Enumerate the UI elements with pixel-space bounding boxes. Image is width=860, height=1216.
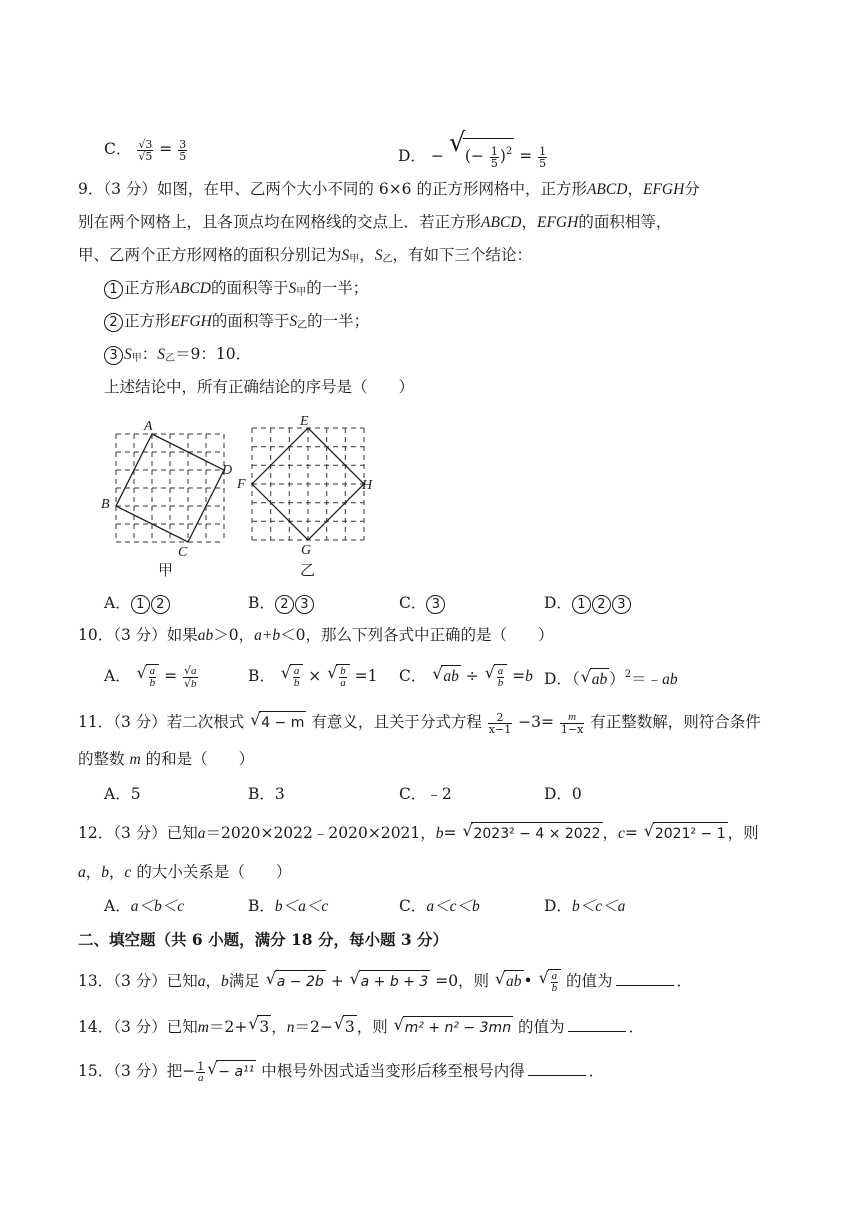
q11-option-d: D．0 bbox=[544, 785, 582, 803]
q8-option-d-sqrt: √ (− $\frac{1}{5}$ )$^2$ bbox=[449, 138, 514, 169]
q12-stem-line2: a，b，c 的大小关系是（ ） bbox=[78, 863, 292, 881]
q9-stem-line2: 别在两个网格上，且各顶点均在网格线的交点上．若正方形ABCD，EFGH的面积相等， bbox=[78, 213, 672, 231]
q13-stem: 13．（3 分）已知a，b满足 √ a − 2b + √ a + b + 3 =0，则 √ ab • √ $\frac{a}{b}$ 的值为 ． bbox=[78, 969, 692, 994]
q12-option-b: B．b＜a＜c bbox=[248, 897, 329, 915]
q12-option-a: A．a＜b＜c bbox=[104, 897, 185, 915]
label-yi: 乙 bbox=[300, 561, 316, 579]
q9-option-b: B． 2 3 bbox=[248, 592, 315, 614]
q11-option-c: C．﹣2 bbox=[399, 785, 452, 803]
q9-option-d: D． 1 2 3 bbox=[544, 592, 632, 614]
grid-jia bbox=[116, 434, 224, 542]
q8-option-c-frac2: $\frac{3}{5}$ bbox=[179, 137, 187, 163]
q8-option-c-label: C． bbox=[104, 140, 132, 158]
q11-stem-line1: 11．（3 分）若二次根式 √ 4 − m 有意义，且关于分式方程 $\frac{2}{x-1}$ −3= $\frac{m}{1-x}$ 有正整数解，则符合条件 bbox=[78, 711, 761, 735]
q9-option-c: C． 3 bbox=[399, 592, 446, 614]
vertex-e-label: E bbox=[300, 414, 309, 429]
circled-number: 3 bbox=[104, 346, 123, 365]
q14-stem: 14．（3 分）已知m＝2+√ 3 ，n＝2−√ 3 ，则 √ m² + n² − 3mn 的值为 ． bbox=[78, 1015, 644, 1039]
q9-conclusion-3: 3 $S_甲$：$S_乙=9$：10． bbox=[104, 343, 251, 370]
q8-option-c-frac1: $\frac{√3}{√5}$ bbox=[138, 137, 153, 163]
vertex-f-label: F bbox=[237, 477, 246, 492]
q9-option-a: A． 1 2 bbox=[104, 592, 171, 614]
vertex-c-label: C bbox=[178, 545, 188, 560]
q12-option-c: C．a＜c＜b bbox=[399, 897, 480, 915]
q10-option-a: A． √ $\frac{a}{b}$ = $\frac{√a}{√b}$ bbox=[104, 664, 199, 690]
circled-number: 2 bbox=[104, 313, 123, 332]
q10-stem: 10．（3 分）如果ab＞0，a+b＜0，那么下列各式中正确的是（ ） bbox=[78, 626, 554, 644]
q8-option-d: D． − √ (− $\frac{1}{5}$ )$^2$ = $\frac{1}{5}$ bbox=[398, 138, 548, 169]
q9-question: 上述结论中，所有正确结论的序号是（ ） bbox=[104, 378, 415, 396]
label-jia: 甲 bbox=[158, 561, 174, 579]
q9-grid-figure bbox=[98, 412, 378, 582]
q12-stem-line1: 12．（3 分）已知a＝2020×2022﹣2020×2021，b= √ 2023² − 4 × 2022 ，c= √ 2021² − 1 ，则 bbox=[78, 822, 759, 845]
q14-answer-blank[interactable] bbox=[568, 1017, 626, 1032]
q8-option-c: C． $\frac{√3}{√5}$ = $\frac{3}{5}$ bbox=[104, 137, 187, 163]
q11-option-a: A．5 bbox=[104, 785, 141, 803]
q11-stem-line2: 的整数 m 的和是（ ） bbox=[78, 750, 255, 768]
vertex-b-label: B bbox=[101, 497, 110, 512]
q13-answer-blank[interactable] bbox=[616, 971, 674, 986]
q15-stem: 15．（3 分）把− $\frac{1}{a}$ √ − a¹¹ 中根号外因式适当变形后移至根号内得 ． bbox=[78, 1060, 604, 1084]
q9-conclusion-1: 1 正方形ABCD的面积等于$S_甲$的一半； bbox=[104, 277, 368, 304]
q12-option-d: D．b＜c＜a bbox=[544, 897, 626, 915]
vertex-h-label: H bbox=[362, 478, 373, 493]
q10-option-d: D．（√ ab ）$^2$＝﹣ab bbox=[544, 664, 678, 691]
grid-yi bbox=[252, 428, 364, 540]
q15-answer-blank[interactable] bbox=[528, 1061, 586, 1076]
q9-stem-line1: 9．（3 分）如图，在甲、乙两个大小不同的 6×6 的正方形网格中，正方形ABCD，EFGH分 bbox=[78, 180, 700, 198]
vertex-d-label: D bbox=[222, 463, 233, 478]
q9-stem-line3: 甲、乙两个正方形网格的面积分别记为$S_甲$，$S_乙$，有如下三个结论： bbox=[78, 246, 533, 265]
vertex-g-label: G bbox=[301, 543, 312, 558]
q11-option-b: B．3 bbox=[248, 785, 285, 803]
vertex-a-label: A bbox=[144, 419, 153, 434]
q9-conclusion-2: 2 正方形EFGH的面积等于$S_乙$的一半； bbox=[104, 310, 369, 337]
q10-option-b: B． √ $\frac{a}{b}$ × √ $\frac{b}{a}$ =1 bbox=[248, 664, 378, 689]
section-2-title: 二、填空题（共 6 小题，满分 18 分，每小题 3 分） bbox=[78, 930, 449, 949]
q10-option-c: C． √ ab ÷ √ $\frac{a}{b}$ =b bbox=[399, 664, 533, 689]
circled-number: 1 bbox=[104, 280, 123, 299]
q8-option-d-label: D． bbox=[398, 147, 426, 165]
